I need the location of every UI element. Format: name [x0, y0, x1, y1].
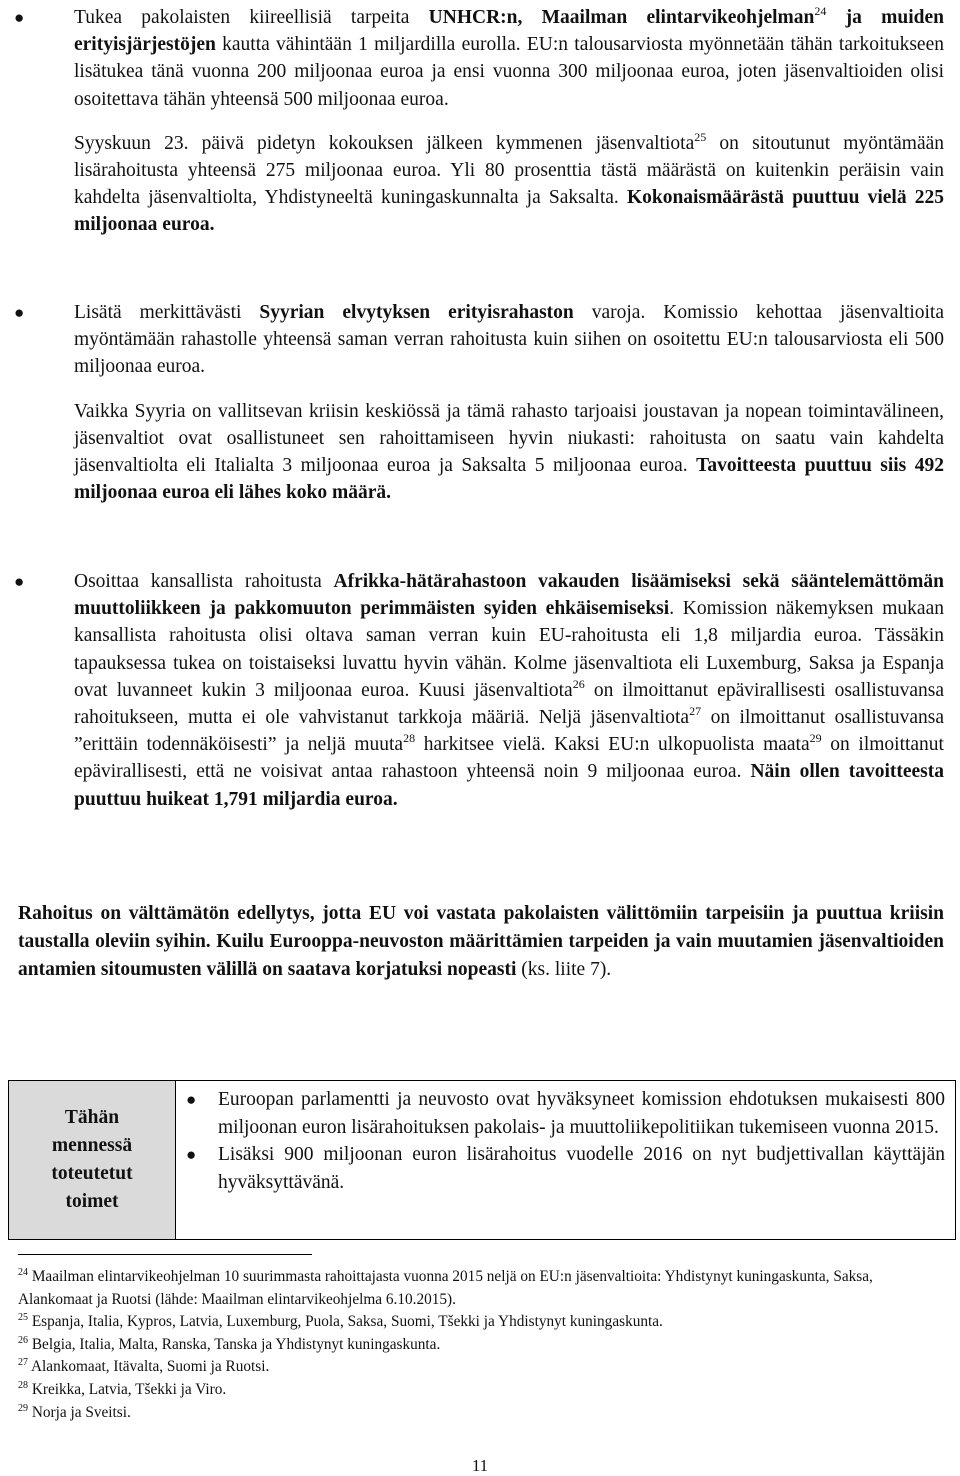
summary-paragraph: Rahoitus on välttämätön edellytys, jotta EU voi vastata pakolaisten välittömiin tarpeisiin ja puuttua kriisin taustalla oleviin syihin. Kuilu Eurooppa-neuvoston määrittämien tarpeiden ja vain muutamien jäsenvaltioiden antamien sitoumusten välillä on saatava korjatuksi nopeasti (ks. liite 7). — [18, 903, 944, 980]
bullet-dot-icon: ● — [14, 572, 25, 591]
paragraph: Lisätä merkittävästi Syyrian elvytyksen erityisrahaston varoja. Komissio kehottaa jäsenvaltioita myöntämään rahastolle yhteensä saman verran rahoitusta kuin siihen on osoitettu EU:n talousarviosta eli 500 miljoonaa euroa. — [74, 302, 944, 378]
bullet-syria-fund — [14, 299, 944, 506]
footnote-ref[interactable]: 29 — [809, 731, 822, 746]
footnotes — [18, 1266, 948, 1424]
footnote-ref[interactable]: 24 — [814, 4, 827, 18]
footnote-ref[interactable]: 26 — [572, 676, 585, 691]
paragraph: Osoittaa kansallista rahoitusta Afrikka-hätärahastoon vakauden lisäämiseksi sekä sääntelemättömän muuttoliikkeen ja pakkomuuton perimmäisten syiden ehkäisemiseksi. Komission näkemyksen mukaan kansallista rahoitusta olisi oltava saman verran kuin EU-rahoitusta eli 1,8 miljardia euroa. Tässäkin tapauksessa tukea on toistaiseksi luvattu hyvin vähän. Kolme jäsenvaltiota eli Luxemburg, Saksa ja Espanja ovat luvanneet kukin 3 miljoonaa euroa. Kuusi jäsenvaltiota$^{26}$ on ilmoittanut epävirallisesti osallistuvansa rahoitukseen, mutta ei ole vahvistanut tarkkoja määriä. Neljä jäsenvaltiota$^{27}$ on ilmoittanut osallistuvansa ”erittäin todennäköisesti” ja neljä muuta$^{28}$ harkitsee vielä. Kaksi EU:n ulkopuolista maata$^{29}$ on ilmoittanut epävirallisesti, että ne voisivat antaa rahastoon yhteensä noin 9 miljoonaa euroa. Näin ollen tavoitteesta puuttuu huikeat 1,791 miljardia euroa. — [74, 571, 944, 810]
actions-list — [176, 1081, 955, 1239]
footnote: $^{27}$ Alankomaat, Itävalta, Suomi ja Ruotsi. — [18, 1357, 270, 1376]
paragraph: Vaikka Syyria on vallitsevan kriisin keskiössä ja tämä rahasto tarjoaisi joustavan ja nopean toimintavälineen, jäsenvaltiot ovat osallistuneet sen rahoittamiseen hyvin niukasti: rahoitusta on saatu vain kahdelta jäsenvaltiolta eli Italialta 3 miljoonaa euroa ja Saksalta 5 miljoonaa euroa. Tavoitteesta puuttuu siis 492 miljoonaa euroa eli lähes koko määrä. — [74, 400, 944, 504]
bullet-dot-icon: ● — [14, 8, 25, 27]
footnote-divider — [18, 1254, 312, 1255]
paragraph: Syyskuun 23. päivä pidetyn kokouksen jälkeen kymmenen jäsenvaltiota$^{25}$ on sitoutunut myöntämään lisärahoitusta yhteensä 275 miljoonaa euroa. Yli 80 prosenttia tästä määrästä on kuitenkin peräisin vain kahdelta jäsenvaltiolta, Yhdistyneeltä kuningaskunnalta ja Saksalta. Kokonaismäärästä puuttuu vielä 225 miljoonaa euroa. — [74, 129, 945, 236]
bullet-unhcr — [14, 4, 945, 239]
footnote-ref[interactable]: 25 — [694, 129, 707, 144]
actions-taken-box — [8, 1080, 956, 1240]
list-item: ● Euroopan parlamentti ja neuvosto ovat hyväksyneet komission ehdotuksen mukaisesti 800 miljoonan euron lisärahoituksen pakolais- ja muuttoliikepolitiikan tukemiseen vuonna 2015. — [186, 1086, 945, 1141]
footnote: $^{25}$ Espanja, Italia, Kypros, Latvia, Luxemburg, Puola, Saksa, Suomi, Tšekki ja Yhdistynyt kuningaskunta. — [18, 1312, 663, 1331]
actions-box-label: Tähän mennessä toteutetut toimet — [9, 1081, 176, 1239]
bullet-africa-fund — [14, 568, 944, 813]
footnote-ref[interactable]: 27 — [689, 704, 702, 719]
footnote: $^{26}$ Belgia, Italia, Malta, Ranska, Tanska ja Yhdistynyt kuningaskunta. — [18, 1334, 441, 1353]
footnote: $^{24}$ Maailman elintarvikeohjelman 10 suurimmasta rahoittajasta vuonna 2015 neljä on EU:n jäsenvaltioita: Yhdistynyt kuningaskunta, Saksa, Alankomaat ja Ruotsi (lähde: Maailman elintarvikeohjelma 6.10.2015). — [18, 1267, 873, 1308]
bullet-dot-icon: ● — [186, 1145, 197, 1164]
paragraph: Tukea pakolaisten kiireellisiä tarpeita UNHCR:n, Maailman elintarvikeohjelman$^{24}$ ja muiden erityisjärjestöjen kautta vähintään 1 miljardilla eurolla. EU:n talousarviosta myönnetään tähän tarkoitukseen lisätukea tänä vuonna 200 miljoonaa euroa ja ensi vuonna 300 miljoonaa euroa, joten jäsenvaltioiden olisi osoitettava tähän yhteensä 500 miljoonaa euroa. — [74, 4, 944, 110]
page-number: 11 — [471, 1456, 489, 1475]
bullet-dot-icon: ● — [14, 303, 25, 322]
list-item: ● Lisäksi 900 miljoonan euron lisärahoitus vuodelle 2016 on nyt budjettivallan käyttäjän hyväksyttävänä. — [186, 1141, 945, 1196]
footnote-ref[interactable]: 28 — [403, 731, 416, 746]
footnote: $^{29}$ Norja ja Sveitsi. — [18, 1402, 131, 1421]
footnote: $^{28}$ Kreikka, Latvia, Tšekki ja Viro. — [18, 1379, 227, 1398]
bullet-dot-icon: ● — [186, 1090, 197, 1109]
